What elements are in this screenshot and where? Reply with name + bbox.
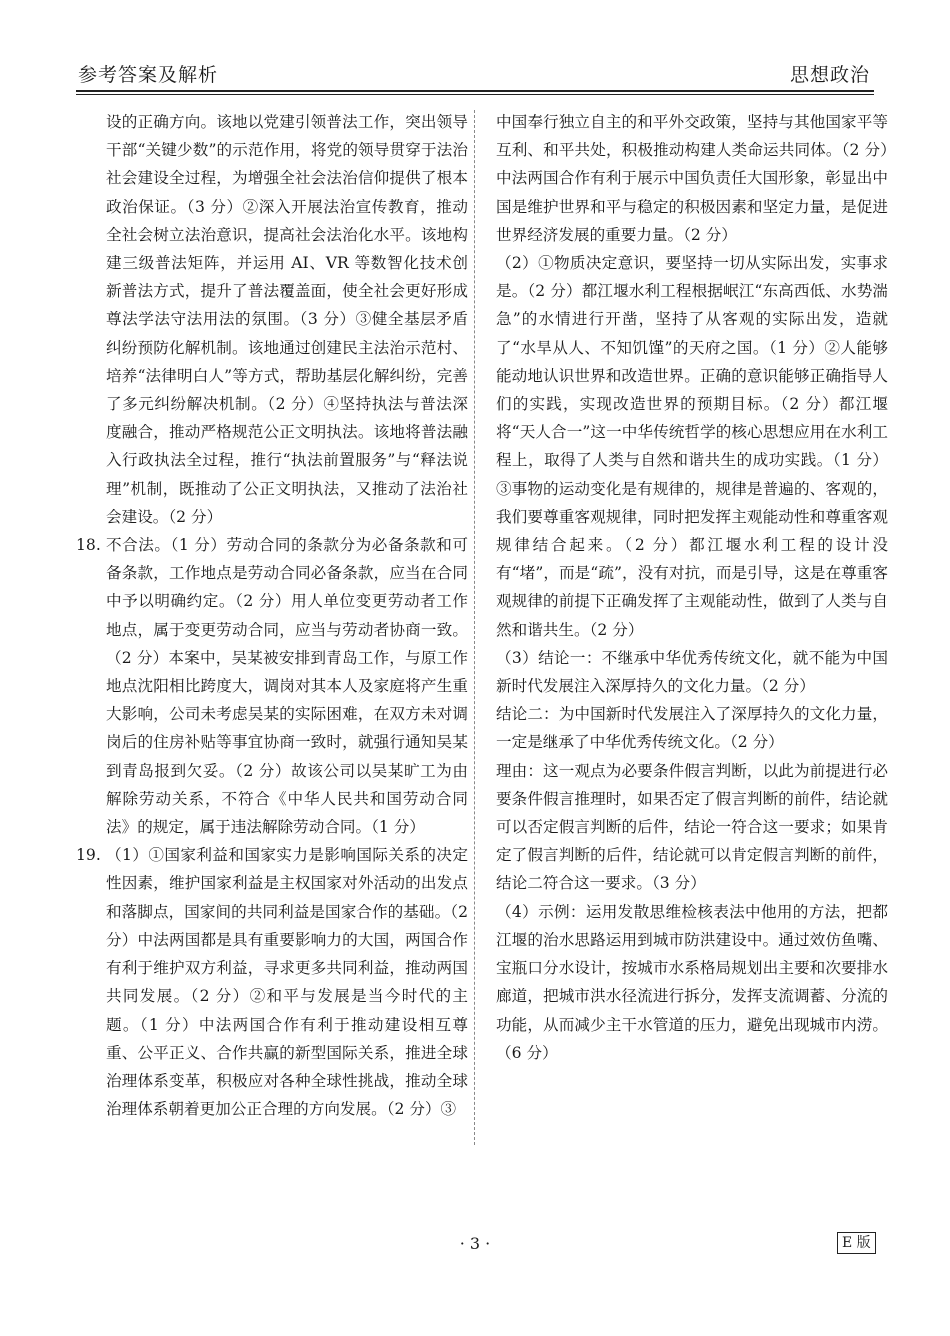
answer-18 [76,531,468,841]
answer-19 [76,841,468,1123]
answer-19-2: （2）①物质决定意识，要坚持一切从实际出发，实事求是。（2 分）都江堰水利工程根据岷江“东高西低、水势湍急”的水情进行开凿，坚持了从客观的实际出发，造就了“水旱从人、不知饥馑”的天府之国。（1 分）②人能够能动地认识世界和改造世界。正确的意识能够正确指导人们的实践，实现改造世界的预期目标。（2 分）都江堰将“天人合一”这一中华传统哲学的核心思想应用在水利工程上，取得了人类与自然和谐共生的成功实践。（1 分）③事物的运动变化是有规律的，规律是普遍的、客观的，我们要尊重客观规律，同时把发挥主观能动性和尊重客观规律结合起来。（2 分）都江堰水利工程的设计没有“堵”，而是“疏”，没有对抗，而是引导，这是在尊重客观规律的前提下正确发挥了主观能动性，做到了人类与自然和谐共生。（2 分） [496,254,888,639]
answer-17-continued: 设的正确方向。该地以党建引领普法工作，突出领导干部“关键少数”的示范作用，将党的领导贯穿于法治社会建设全过程，为增强全社会法治信仰提供了根本政治保证。（3 分）②深入开展法治宣传教育，推动全社会树立法治意识，提高社会法治化水平。该地构建三级普法矩阵，并运用 AI、VR 等数智化技术创新普法方式，提升了普法覆盖面，使全社会更好形成尊法学法守法用法的氛围。（3 分）③健全基层矛盾纠纷预防化解机制。该地通过创建民主法治示范村、培养“法律明白人”等方式，帮助基层化解纠纷，完善了多元纠纷解决机制。（2 分）④坚持执法与普法深度融合，推动严格规范公正文明执法。该地将普法融入行政执法全过程，推行“执法前置服务”与“释法说理”机制，既推动了公正文明执法，又推动了法治社会建设。（2 分） [106,113,468,526]
answer-19-3-conclusion-2: 结论二：为中国新时代发展注入了深厚持久的文化力量，一定是继承了中华优秀传统文化。（2 分） [496,705,888,752]
left-column [76,108,468,1123]
answer-text: （1）①国家利益和国家实力是影响国际关系的决定性因素，维护国家利益是主权国家对外活动的出发点和落脚点，国家间的共同利益是国家合作的基础。（2 分）中法两国都是具有重要影响力的大国，两国合作有利于维护双方利益，寻求更多共同利益，推动两国共同发展。（2 分）②和平与发展是当今时代的主题。（1 分）中法两国合作有利于推动建设相互尊重、公平正义、合作共赢的新型国际关系，推进全球治理体系变革，积极应对各种全球性挑战，推动全球治理体系朝着更加公正合理的方向发展。（2 分）③ [106,846,468,1119]
question-number: 18. [76,536,101,555]
header-rule-thick [76,90,874,92]
right-column [496,108,888,1067]
answer-19-4: （4）示例：运用发散思维检核表法中他用的方法，把都江堰的治水思路运用到城市防洪建设中。通过效仿鱼嘴、宝瓶口分水设计，按城市水系格局规划出主要和次要排水廊道，把城市洪水径流进行拆分，发挥支流调蓄、分流的功能，从而减少主干水管道的压力，避免出现城市内涝。（6 分） [496,902,888,1062]
answer-19-1-continued: 中国奉行独立自主的和平外交政策，坚持与其他国家平等互利、和平共处，积极推动构建人类命运共同体。（2 分）中法两国合作有利于展示中国负责任大国形象，彰显出中国是维护世界和平与稳定的积极因素和坚定力量，是促进世界经济发展的重要力量。（2 分） [496,113,888,244]
header-subject-title: 思想政治 [789,64,870,86]
question-number: 19. [76,846,101,865]
header-section-title: 参考答案及解析 [78,64,219,86]
page-number: · 3 · [459,1234,491,1253]
edition-badge: E 版 [837,1232,876,1254]
answer-text: 不合法。（1 分）劳动合同的条款分为必备条款和可备条款，工作地点是劳动合同必备条款，应当在合同中予以明确约定。（2 分）用人单位变更劳动者工作地点，属于变更劳动合同，应当与劳动者协商一致。（2 分）本案中，吴某被安排到青岛工作，与原工作地点沈阳相比跨度大，调岗对其本人及家庭将产生重大影响，公司未考虑吴某的实际困难，在双方未对调岗后的住房补贴等事宜协商一致时，就强行通知吴某到青岛报到欠妥。（2 分）故该公司以吴某旷工为由解除劳动关系，不符合《中华人民共和国劳动合同法》的规定，属于违法解除劳动合同。（1 分） [106,536,468,837]
column-divider [474,110,475,1145]
answer-19-3-reason: 理由：这一观点为必要条件假言判断，以此为前提进行必要条件假言推理时，如果否定了假言判断的前件，结论就可以否定假言判断的后件，结论一符合这一要求；如果肯定了假言判断的后件，结论就可以肯定假言判断的前件，结论二符合这一要求。（3 分） [496,761,888,893]
answer-19-3-conclusion-1: （3）结论一：不继承中华优秀传统文化，就不能为中国新时代发展注入深厚持久的文化力量。（2 分） [496,648,888,696]
header-rule-thin [76,94,874,95]
